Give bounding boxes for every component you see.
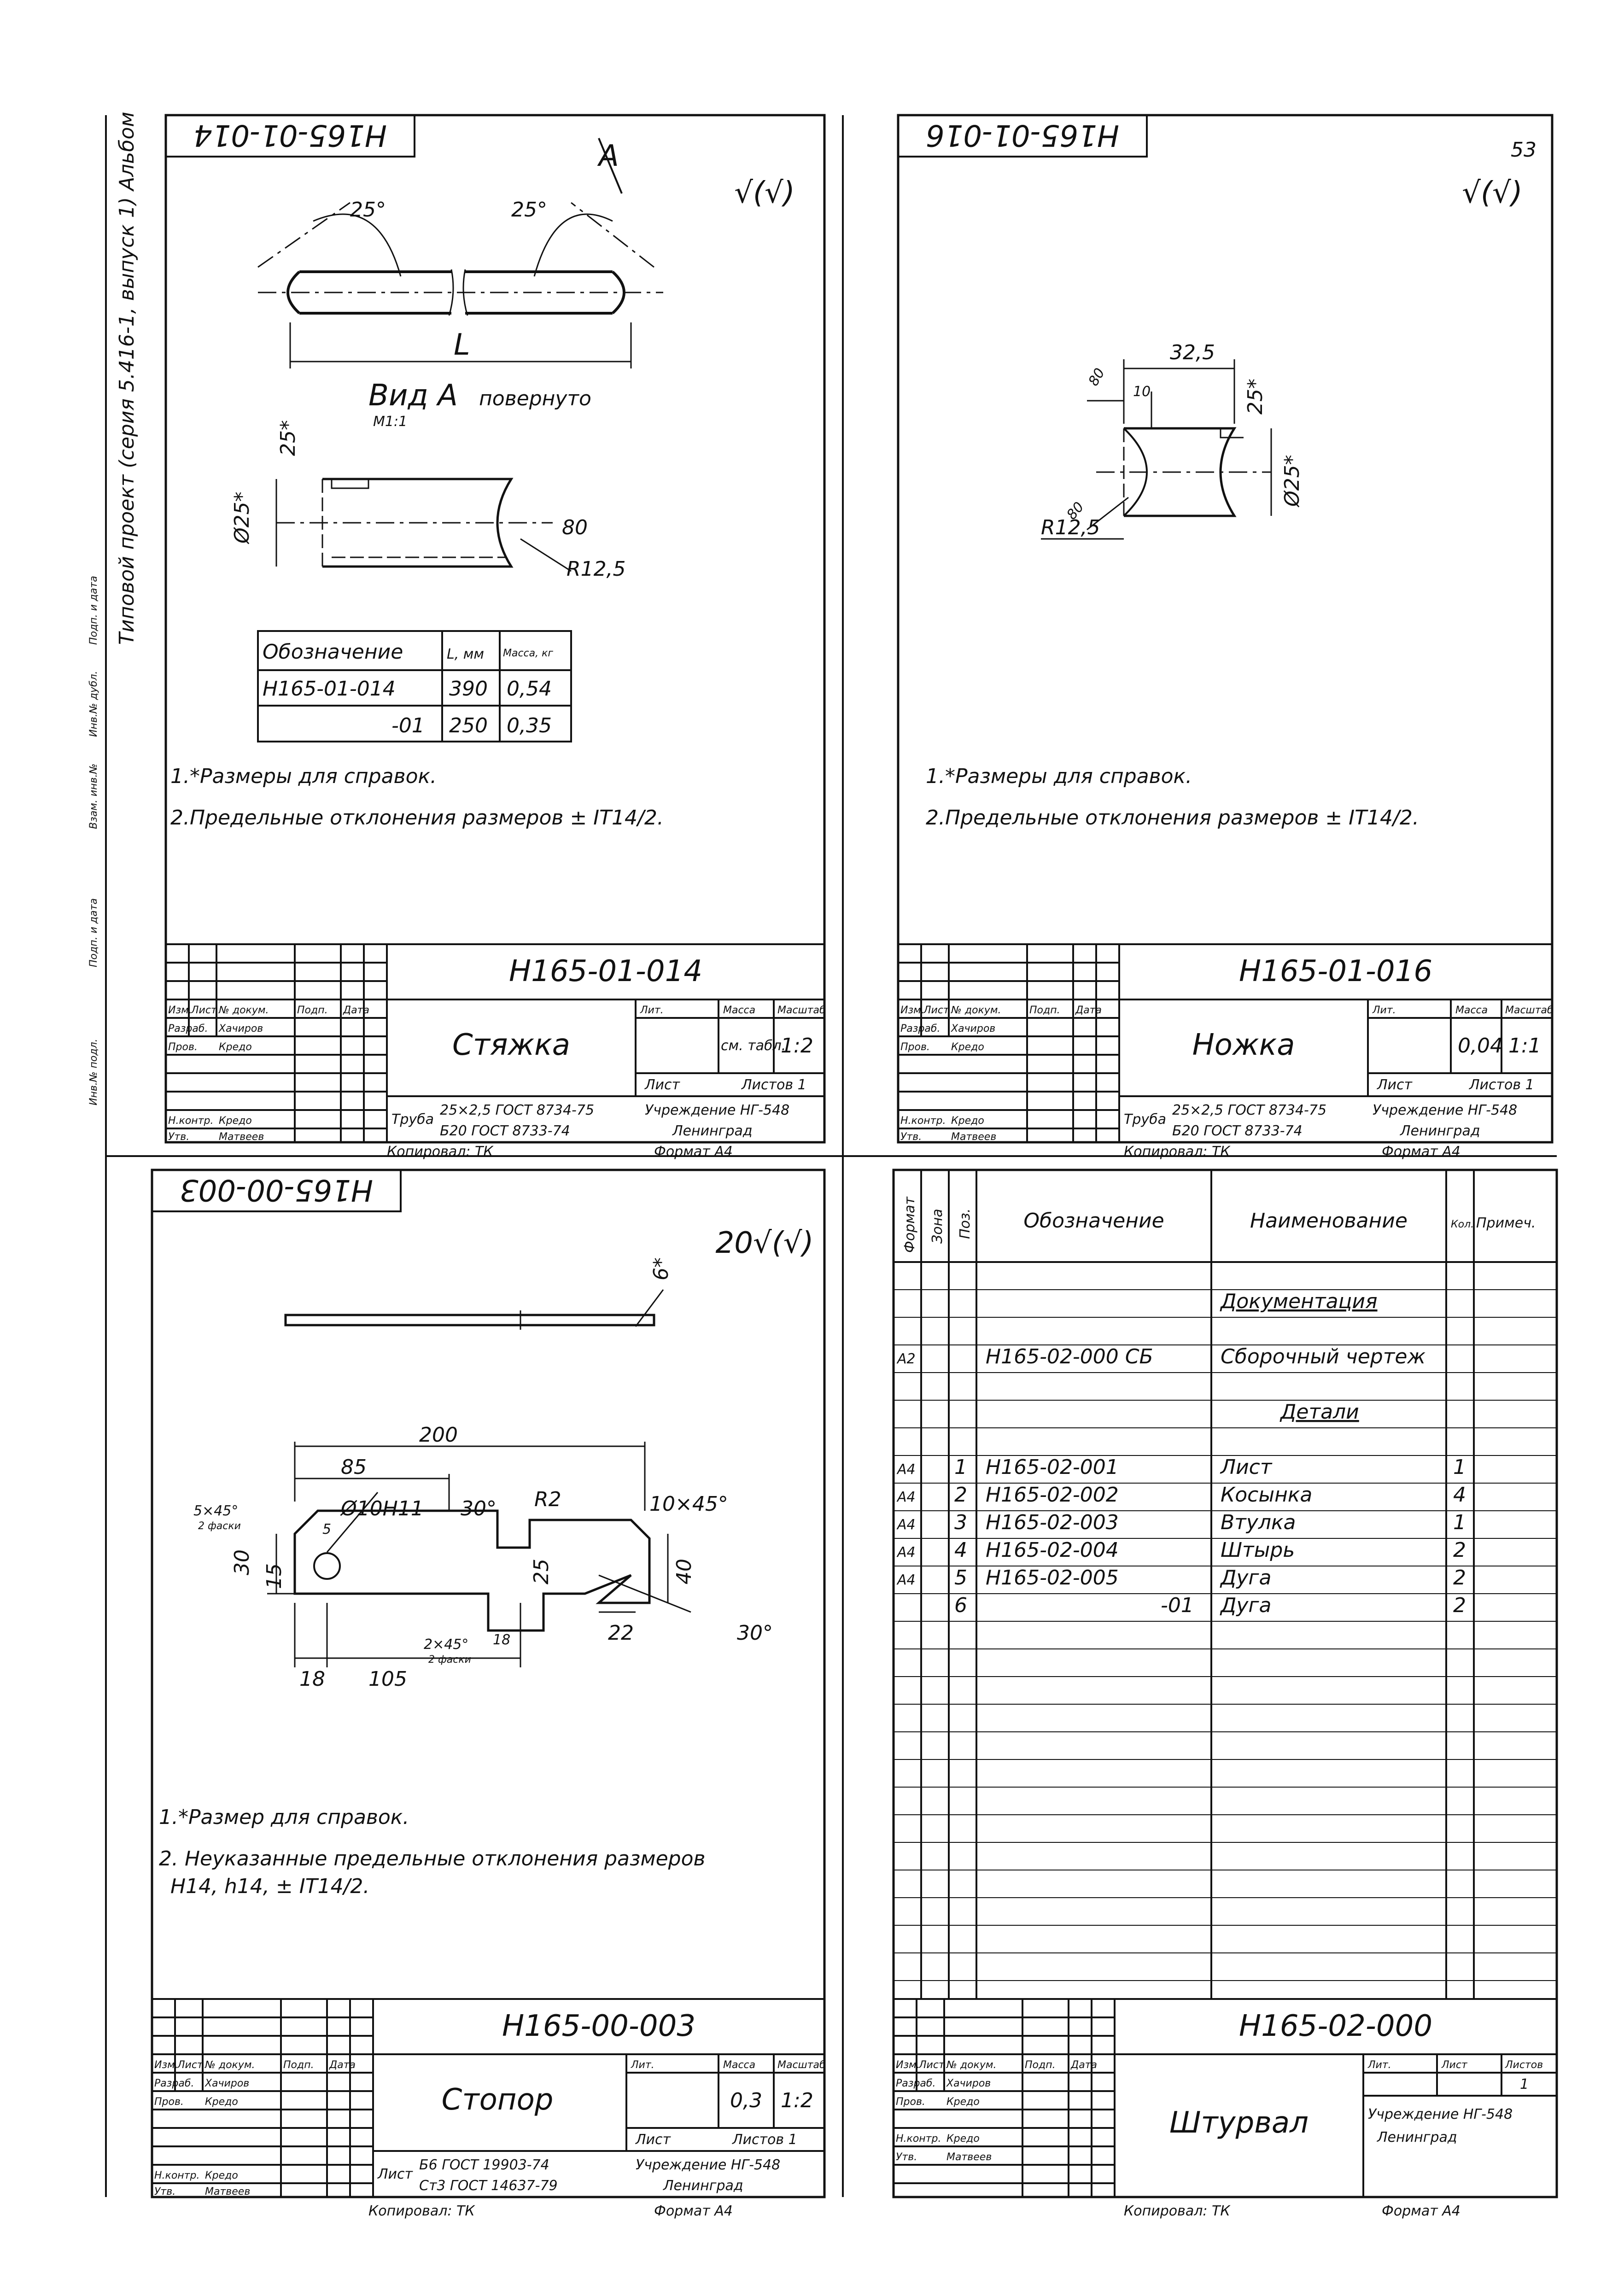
tb-name: Матвеев: [205, 2186, 251, 2197]
spec-header-qty: Кол.: [1451, 1219, 1474, 1230]
spec-cell-name: Сборочный чертеж: [1221, 1345, 1426, 1368]
table-cell: Н165-01-014: [263, 677, 396, 701]
part-name: Ножка: [1192, 1028, 1295, 1062]
tb-col-label: Подп.: [297, 1005, 328, 1016]
view-letter: А: [599, 139, 619, 173]
tb-col-label: Лист: [177, 2059, 203, 2071]
roughness-mark: √(√): [1462, 176, 1523, 210]
copied-label: Копировал: ТК: [1124, 1144, 1230, 1160]
spec-cell-format: А4: [897, 1489, 916, 1505]
page-number: 53: [1511, 138, 1536, 162]
material-prefix: Труба: [391, 1111, 434, 1128]
spec-cell-format: А4: [897, 1544, 916, 1560]
note: Н14, h14, ± IT14/2.: [170, 1875, 370, 1898]
tb-role: Утв.: [154, 2186, 176, 2197]
tb-name: Кредо: [205, 2170, 238, 2181]
sheets-label: Листов: [1505, 2059, 1543, 2071]
lit-label: Лит.: [640, 1005, 664, 1016]
tb-name: Кредо: [951, 1041, 984, 1053]
tb-name: Хачиров: [951, 1023, 996, 1034]
spec-header-format: Формат: [902, 1197, 918, 1253]
view-scale: М1:1: [373, 414, 408, 430]
organization: Учреждение НГ-548: [645, 1102, 790, 1118]
tb-col-label: Изм.: [154, 2059, 178, 2071]
tb-col-label: № докум.: [946, 2059, 997, 2071]
album-side-title: Типовой проект (серия 5.416-1, выпуск 1) Альбом: [115, 111, 139, 645]
sheet-h165-00-003: [152, 1170, 826, 2197]
sheet-label: Лист: [1377, 1077, 1413, 1093]
tb-col-label: № докум.: [951, 1005, 1001, 1016]
material-1: 25×2,5 ГОСТ 8734-75: [440, 1102, 595, 1118]
tb-role: Разраб.: [900, 1023, 941, 1034]
tb-role: Разраб.: [168, 1023, 208, 1034]
organization: Учреждение НГ-548: [1368, 2106, 1513, 2122]
note: 2. Неуказанные предельные отклонения размеров: [159, 1847, 706, 1870]
material-prefix: Лист: [378, 2166, 413, 2182]
sheets-label: Листов 1: [732, 2132, 797, 2148]
dim-chamfer-mid-note: 2 фаски: [428, 1654, 471, 1666]
table-header: Масса, кг: [503, 648, 553, 659]
tb-name: Кредо: [205, 2096, 238, 2108]
table-cell: -01: [391, 714, 425, 737]
dim-85: 85: [341, 1455, 367, 1479]
material-1: Б6 ГОСТ 19903-74: [419, 2157, 549, 2173]
spec-header-name: Наименование: [1250, 1209, 1408, 1233]
spec-cell-designation: -01: [1161, 1594, 1194, 1617]
top-code: Н165-01-016: [925, 118, 1120, 152]
top-code: Н165-00-003: [179, 1173, 374, 1207]
copied-label: Копировал: ТК: [368, 2203, 475, 2219]
top-code: Н165-01-014: [193, 118, 387, 152]
lit-label: Лит.: [1373, 1005, 1396, 1016]
album-margin: [88, 112, 1557, 2219]
spec-cell-pos: 3: [954, 1511, 967, 1534]
view-title: Вид А: [368, 379, 458, 413]
sheet-h165-01-014: [166, 115, 826, 1143]
view-rotated: повернуто: [479, 387, 591, 410]
scale-value: 1:2: [781, 2089, 813, 2112]
tb-col-label: Дата: [329, 2059, 356, 2071]
tb-col-label: Изм.: [168, 1005, 192, 1016]
spec-cell-qty: 2: [1453, 1594, 1466, 1617]
scale-label: Масштаб: [777, 1005, 826, 1016]
organization: Учреждение НГ-548: [636, 2157, 781, 2173]
spec-header-designation: Обозначение: [1023, 1209, 1164, 1233]
spec-cell-format: А2: [897, 1351, 916, 1367]
mass-label: Масса: [723, 2059, 756, 2071]
tb-role: Н.контр.: [900, 1115, 946, 1127]
lit-label: Лит.: [1368, 2059, 1391, 2071]
angle-right: 25°: [511, 198, 547, 222]
tb-role: Разраб.: [896, 2078, 936, 2089]
note: 1.*Размеры для справок.: [926, 765, 1192, 788]
spec-cell-qty: 1: [1453, 1511, 1466, 1534]
spec-cell-pos: 1: [954, 1455, 967, 1479]
dim-25: 25: [530, 1559, 553, 1584]
mass-label: Масса: [1455, 1005, 1488, 1016]
sheet-h165-01-016: [898, 115, 1554, 1143]
dim-angle: 80: [562, 516, 588, 539]
tb-role: Н.контр.: [896, 2133, 941, 2145]
format-label: Формат А4: [1382, 1144, 1460, 1160]
spec-header-note: Примеч.: [1476, 1215, 1536, 1231]
part-name: Стопор: [441, 2083, 554, 2117]
tb-role: Н.контр.: [154, 2170, 200, 2181]
note: 1.*Размер для справок.: [159, 1806, 409, 1829]
spec-row-lines: [894, 1290, 1557, 1981]
copied-label: Копировал: ТК: [1124, 2203, 1230, 2219]
tb-role: Утв.: [896, 2151, 917, 2163]
table-cell: 390: [449, 677, 488, 701]
table-header: Обозначение: [263, 640, 403, 664]
tb-role: Н.контр.: [168, 1115, 214, 1127]
roughness-mark: √(√): [734, 176, 795, 210]
tb-col-label: Подп.: [1025, 2059, 1056, 2071]
dim-80b: 80: [1063, 499, 1087, 523]
dim-30deg-b: 30°: [737, 1621, 773, 1645]
spec-cell-designation: Н165-02-005: [986, 1566, 1119, 1590]
spec-cell-format: А4: [897, 1517, 916, 1533]
tb-col-label: Лист: [923, 1005, 949, 1016]
dim-32-5: 32,5: [1170, 341, 1215, 364]
spec-cell-name: Дуга: [1221, 1594, 1272, 1617]
dim-30: 30: [230, 1549, 254, 1575]
scale-value: 1:1: [1508, 1034, 1541, 1058]
spec-cell-designation: Н165-02-004: [986, 1538, 1119, 1562]
spec-cell-designation: Н165-02-003: [986, 1511, 1119, 1534]
table-cell: 0,35: [507, 714, 552, 737]
tb-name: Хачиров: [219, 1023, 263, 1034]
sheet-h165-02-000: [894, 1170, 1557, 2197]
spec-cell-name: Втулка: [1221, 1511, 1296, 1534]
city: Ленинград: [672, 1123, 753, 1139]
spec-cell-pos: 2: [954, 1483, 967, 1507]
dim-200: 200: [419, 1423, 458, 1447]
tb-role: Пров.: [900, 1041, 930, 1053]
tb-role: Утв.: [900, 1131, 922, 1143]
dim-15: 15: [263, 1563, 286, 1589]
dim-chamfer-mid: 2×45°: [424, 1636, 469, 1653]
spec-cell-name: Косынка: [1221, 1483, 1313, 1507]
dim-18b: 18: [493, 1632, 511, 1648]
dim-radius: R12,5: [567, 557, 626, 581]
material-prefix: Труба: [1124, 1111, 1167, 1128]
scale-label: Масштаб: [1505, 1005, 1554, 1016]
lit-label: Лит.: [631, 2059, 654, 2071]
spec-cell-qty: 1: [1453, 1455, 1466, 1479]
city: Ленинград: [1377, 2129, 1457, 2145]
spec-cell-designation: Н165-02-001: [986, 1455, 1119, 1479]
doc-code: Н165-02-000: [1238, 2009, 1433, 2043]
tb-col-label: Изм.: [900, 1005, 924, 1016]
tb-name: Матвеев: [219, 1131, 264, 1143]
copied-label: Копировал: ТК: [387, 1144, 493, 1160]
spec-cell-name: Штырь: [1221, 1538, 1295, 1562]
stamp-label: Подп. и дата: [88, 898, 99, 967]
table-cell: 250: [449, 714, 488, 737]
spec-cell-name: Лист: [1221, 1455, 1272, 1479]
stamp-label: Инв.№ дубл.: [88, 671, 99, 737]
dim-40: 40: [672, 1559, 696, 1584]
city: Ленинград: [1400, 1123, 1480, 1139]
part-stopper-side: [286, 1290, 663, 1330]
dim-chamfer-left-note: 2 фаски: [198, 1520, 241, 1532]
format-label: Формат А4: [1382, 2203, 1460, 2219]
material-2: Ст3 ГОСТ 14637-79: [419, 2178, 558, 2194]
dim-22: 22: [608, 1621, 634, 1645]
table-cell: 0,54: [507, 677, 552, 701]
tb-role: Разраб.: [154, 2078, 194, 2089]
title-block: [894, 1999, 1557, 2197]
table-header: L, мм: [447, 646, 485, 662]
sheets-count: 1: [1520, 2076, 1529, 2092]
spec-cell-pos: 6: [954, 1594, 967, 1617]
dim-r2: R2: [534, 1488, 561, 1511]
stamp-label: Взам. инв.№: [88, 763, 99, 829]
stamp-label: Инв.№ подл.: [88, 1039, 99, 1105]
length-label: L: [454, 328, 470, 362]
tb-col-label: Подп.: [1029, 1005, 1060, 1016]
note: 2.Предельные отклонения размеров ± IT14/2.: [926, 806, 1419, 830]
doc-code: Н165-01-016: [1238, 954, 1433, 988]
dim-chamfer-left: 5×45°: [193, 1503, 239, 1519]
tb-name: Кредо: [219, 1115, 252, 1127]
spec-cell-format: А4: [897, 1572, 916, 1588]
tb-name: Кредо: [946, 2096, 980, 2108]
tb-name: Хачиров: [946, 2078, 991, 2089]
spec-cell-qty: 2: [1453, 1566, 1466, 1590]
mass-value: см. табл.: [721, 1038, 786, 1054]
spec-cell-qty: 2: [1453, 1538, 1466, 1562]
dim-6: 6*: [649, 1257, 673, 1280]
tb-col-label: Дата: [1075, 1005, 1102, 1016]
dim-diameter: Ø25*: [230, 491, 254, 544]
part-section: [276, 479, 571, 571]
sheet-label: Лист: [636, 2132, 671, 2148]
spec-header-zone: Зона: [929, 1209, 946, 1244]
sheet-label: Лист: [1442, 2059, 1467, 2071]
format-label: Формат А4: [654, 1144, 733, 1160]
tb-name: Кредо: [951, 1115, 984, 1127]
tb-col-label: Дата: [343, 1005, 369, 1016]
tb-name: Матвеев: [946, 2151, 992, 2163]
spec-cell-format: А4: [897, 1461, 916, 1478]
spec-section-parts: Детали: [1280, 1400, 1359, 1424]
format-label: Формат А4: [654, 2203, 733, 2219]
spec-cell-qty: 4: [1453, 1483, 1466, 1507]
spec-cell-name: Дуга: [1221, 1566, 1272, 1590]
dim-diameter: Ø25*: [1280, 455, 1304, 507]
spec-header-pos: Поз.: [957, 1208, 973, 1239]
tb-col-label: Лист: [919, 2059, 945, 2071]
angle-left: 25°: [350, 198, 386, 222]
material-1: 25×2,5 ГОСТ 8734-75: [1172, 1102, 1327, 1118]
tb-role: Пров.: [154, 2096, 184, 2108]
scale-label: Масштаб: [777, 2059, 826, 2071]
doc-code: Н165-00-003: [502, 2009, 696, 2043]
tb-role: Утв.: [168, 1131, 190, 1143]
spec-section-docs: Документация: [1221, 1290, 1378, 1313]
spec-cell-designation: Н165-02-002: [986, 1483, 1119, 1507]
tb-col-label: Лист: [191, 1005, 217, 1016]
material-2: Б20 ГОСТ 8733-74: [1172, 1123, 1303, 1139]
tb-col-label: № докум.: [205, 2059, 255, 2071]
organization: Учреждение НГ-548: [1373, 1102, 1518, 1118]
tb-col-label: Изм.: [896, 2059, 920, 2071]
tb-col-label: Подп.: [283, 2059, 314, 2071]
spec-cell-designation: Н165-02-000 СБ: [986, 1345, 1153, 1368]
tb-name: Кредо: [219, 1041, 252, 1053]
spec-cell-pos: 5: [954, 1566, 967, 1590]
mass-value: 0,04: [1458, 1034, 1503, 1058]
sheets-label: Листов 1: [742, 1077, 806, 1093]
tb-col-label: № докум.: [219, 1005, 269, 1016]
mass-value: 0,3: [730, 2089, 762, 2112]
dim-radius: R12,5: [1041, 516, 1100, 539]
sheet-label: Лист: [645, 1077, 680, 1093]
assembly-name: Штурвал: [1169, 2106, 1309, 2140]
dim-chamfer-right: 10×45°: [649, 1492, 728, 1516]
city: Ленинград: [663, 2178, 743, 2194]
tb-name: Кредо: [946, 2133, 980, 2145]
dim-30deg: 30°: [461, 1497, 497, 1520]
dim-105: 105: [368, 1667, 407, 1691]
dim-18a: 18: [299, 1667, 325, 1691]
spec-cell-pos: 4: [954, 1538, 967, 1562]
dim-10: 10: [1133, 384, 1151, 400]
material-2: Б20 ГОСТ 8733-74: [440, 1123, 570, 1139]
tb-col-label: Дата: [1071, 2059, 1097, 2071]
tb-role: Пров.: [168, 1041, 198, 1053]
dim-25: 25*: [276, 420, 300, 456]
part-name: Стяжка: [452, 1028, 570, 1062]
mass-label: Масса: [723, 1005, 756, 1016]
scale-value: 1:2: [781, 1034, 813, 1058]
note: 1.*Размеры для справок.: [170, 765, 437, 788]
stamp-label: Подп. и дата: [88, 576, 99, 645]
doc-code: Н165-01-014: [508, 954, 703, 988]
roughness-mark: 20√(√): [715, 1226, 814, 1260]
dim-5: 5: [322, 1521, 332, 1537]
tb-role: Пров.: [896, 2096, 925, 2108]
dim-hole: Ø10Н11: [341, 1497, 424, 1520]
tb-name: Хачиров: [205, 2078, 250, 2089]
sheets-label: Листов 1: [1469, 1077, 1534, 1093]
note: 2.Предельные отклонения размеров ± IT14/2.: [170, 806, 664, 830]
tb-name: Матвеев: [951, 1131, 997, 1143]
dim-80a: 80: [1085, 365, 1109, 389]
dim-25: 25*: [1244, 379, 1267, 415]
